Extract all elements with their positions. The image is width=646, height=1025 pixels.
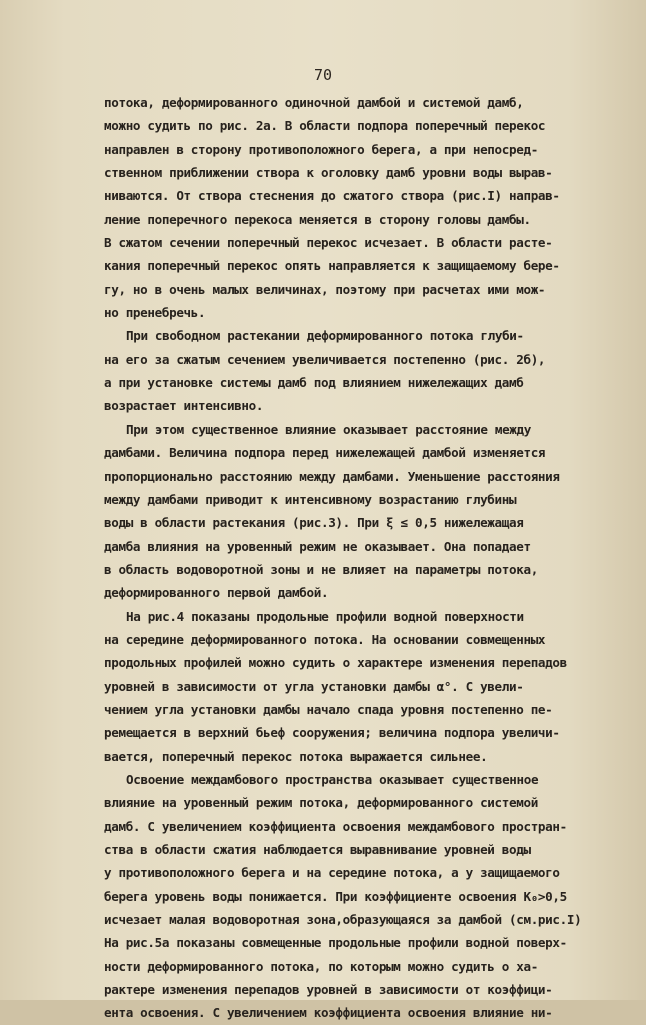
text-line: на его за сжатым сечением увеличивается постепенно (рис. 2б), xyxy=(104,351,546,367)
text-line: При свободном растекании деформированного потока глуби- xyxy=(126,328,524,344)
text-line: дамбами. Величина подпора перед нижележащей дамбой изменяется xyxy=(104,445,546,461)
text-line: ниваются. От створа стеснения до сжатого створа (рис.I) направ- xyxy=(104,188,560,204)
text-line: в область водоворотной зоны и не влияет на параметры потока, xyxy=(104,561,538,577)
text-line: ности деформированного потока, по которым можно судить о ха- xyxy=(104,958,538,974)
text-line: дамб. С увеличением коэффициента освоения междамбового простран- xyxy=(104,818,567,834)
text-line: потока, деформированного одиночной дамбой и системой дамб, xyxy=(104,95,524,110)
text-line: берега уровень воды понижается. При коэффициенте освоения К₀>0,5 xyxy=(104,888,567,904)
text-line: продольных профилей можно судить о характере изменения перепадов xyxy=(104,655,567,671)
text-line: ление поперечного перекоса меняется в сторону головы дамбы. xyxy=(104,211,531,227)
text-line: чением угла установки дамбы начало спада уровня постепенно пе- xyxy=(104,701,553,717)
text-line: кания поперечный перекос опять направляется к защищаемому бере- xyxy=(104,258,560,274)
text-line: В сжатом сечении поперечный перекос исчезает. В области расте- xyxy=(104,235,553,251)
text-line: у противоположного берега и на середине потока, а у защищаемого xyxy=(104,865,560,881)
text-line: На рис.4 показаны продольные профили водной поверхности xyxy=(126,608,524,624)
text-line: можно судить по рис. 2а. В области подпора поперечный перекос xyxy=(104,118,546,134)
page-number: 70 xyxy=(313,66,333,84)
text-line: ента освоения. С увеличением коэффициента освоения влияние ни- xyxy=(104,1005,553,1021)
text-line: но пренебречь. xyxy=(104,305,206,321)
text-line: направлен в сторону противоположного берега, а при непосред- xyxy=(104,141,538,157)
text-line: воды в области растекания (рис.3). При ξ ≤ 0,5 нижележащая xyxy=(104,515,524,531)
text-line: Освоение междамбового пространства оказывает существенное xyxy=(126,771,539,787)
text-line: на середине деформированного потока. На основании совмещенных xyxy=(104,631,546,647)
text-line: ремещается в верхний бьеф сооружения; величина подпора увеличи- xyxy=(104,725,560,741)
text-line: между дамбами приводит к интенсивному возрастанию глубины xyxy=(104,491,517,507)
text-line: рактере изменения перепадов уровней в зависимости от коэффици- xyxy=(104,982,553,998)
body-text xyxy=(104,91,624,1025)
text-line: деформированного первой дамбой. xyxy=(104,585,329,601)
text-line: влияние на уровенный режим потока, деформированного системой xyxy=(104,795,538,811)
text-line: возрастает интенсивно. xyxy=(104,398,264,414)
text-line: ства в области сжатия наблюдается выравнивание уровней воды xyxy=(104,842,531,857)
text-line: На рис.5а показаны совмещенные продольные профили водной поверх- xyxy=(104,935,567,951)
text-line: пропорционально расстоянию между дамбами. Уменьшение расстояния xyxy=(104,468,560,484)
text-line: вается, поперечный перекос потока выражается сильнее. xyxy=(104,748,488,764)
text-line: уровней в зависимости от угла установки дамбы α°. С увели- xyxy=(104,678,524,694)
text-line: гу, но в очень малых величинах, поэтому при расчетах ими мож- xyxy=(104,281,546,297)
text-line: При этом существенное влияние оказывает расстояние между xyxy=(126,421,531,437)
text-line: дамба влияния на уровенный режим не оказывает. Она попадает xyxy=(104,538,531,554)
text-line: исчезает малая водоворотная зона,образующаяся за дамбой (см.рис.I) xyxy=(104,912,582,928)
text-line: а при установке системы дамб под влиянием нижележащих дамб xyxy=(104,375,524,391)
text-line: ственном приближении створа к оголовку дамб уровни воды вырав- xyxy=(104,165,553,181)
